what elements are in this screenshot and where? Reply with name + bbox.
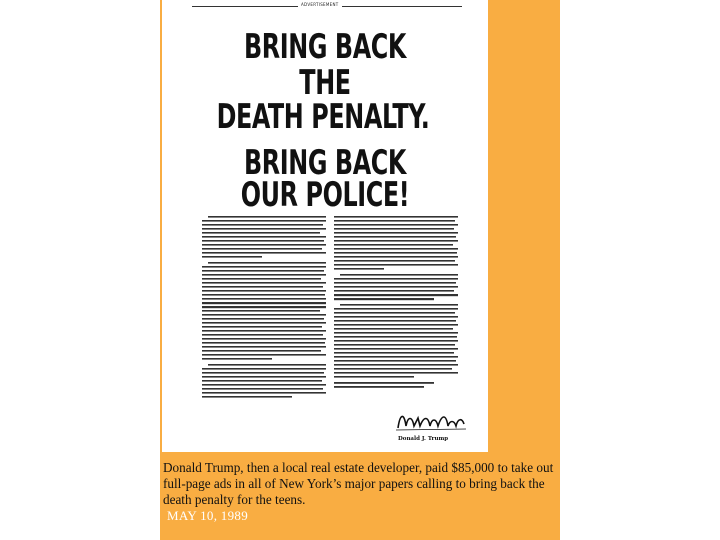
- headline-line-2: THE: [299, 63, 351, 103]
- body-text-left-column: [202, 216, 328, 402]
- advertisement-label: ADVERTISEMENT: [298, 2, 342, 7]
- caption-text: Donald Trump, then a local real estate developer, paid $85,000 to take out full-page ads in all of New York’s major papers calling to bring back the death penalty for the teens.: [163, 460, 554, 507]
- caption-date: MAY 10, 1989: [167, 508, 249, 523]
- body-text-right-column: [334, 216, 460, 402]
- signature: [394, 408, 468, 434]
- headline-line-4: BRING BACK: [243, 143, 407, 183]
- headline-line-1: BRING BACK: [243, 27, 407, 67]
- signer-name: Donald J. Trump: [398, 436, 449, 442]
- newspaper-ad-image: [162, 0, 488, 452]
- headline-line-3: DEATH PENALTY.: [216, 97, 430, 137]
- headline-line-5: OUR POLICE!: [240, 175, 410, 215]
